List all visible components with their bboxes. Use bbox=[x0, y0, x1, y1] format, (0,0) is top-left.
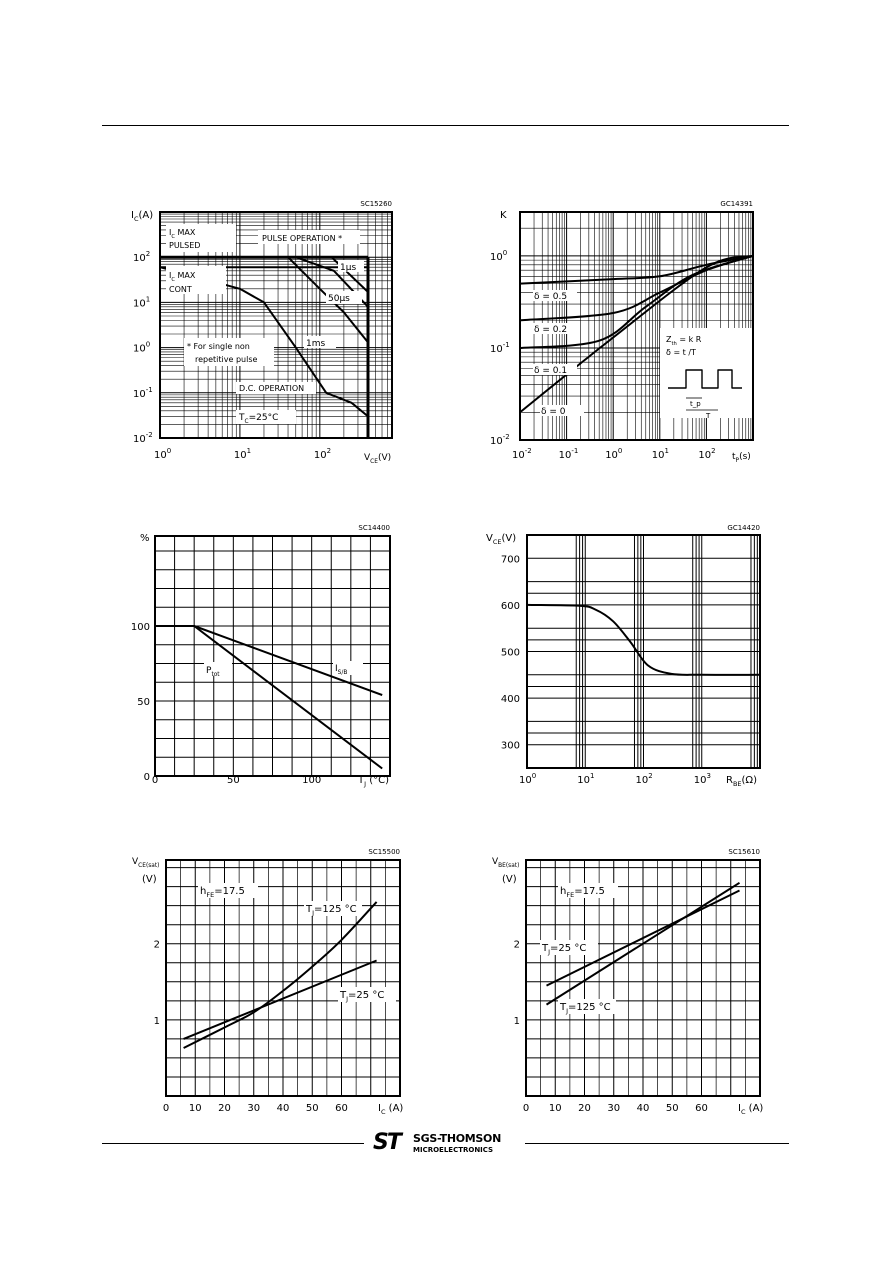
x-tick-label: $10^1$ bbox=[577, 772, 595, 786]
x-tick-label: 30 bbox=[607, 1103, 621, 1114]
y-tick-label: $10^{-2}$ bbox=[490, 433, 510, 447]
chart-code: GC14420 bbox=[727, 524, 760, 532]
x-tick-label: $10^3$ bbox=[693, 772, 711, 786]
x-axis-label: $t_P(s)$ bbox=[732, 452, 751, 464]
x-tick-label: 20 bbox=[578, 1103, 591, 1114]
x-tick-label: 50 bbox=[305, 1103, 319, 1114]
y-tick-label: $10^{-2}$ bbox=[133, 431, 153, 445]
x-tick-label: $10^0$ bbox=[519, 772, 537, 786]
y-axis-label: $I_C(A)$ bbox=[131, 210, 154, 223]
x-tick-label: 50 bbox=[226, 775, 240, 786]
y-tick-label: 500 bbox=[500, 647, 520, 659]
label-ic-max-pulsed-2: PULSED bbox=[169, 241, 201, 250]
label-tp: t_p bbox=[690, 400, 701, 408]
y-tick-label: 2 bbox=[153, 939, 160, 951]
series-line-0 bbox=[155, 626, 382, 769]
label-pulse-operation: PULSE OPERATION * bbox=[262, 234, 343, 243]
y-tick-label: 100 bbox=[130, 622, 150, 633]
chart-code: GC14391 bbox=[720, 200, 753, 208]
y-tick-label: 1 bbox=[153, 1015, 160, 1027]
y-tick-label: $10^1$ bbox=[133, 295, 151, 310]
x-tick-label: $10^0$ bbox=[605, 447, 623, 461]
label-hfe: $h_{FE}=17.5$ bbox=[200, 886, 245, 899]
series-label-delta-3: δ = 0 bbox=[541, 407, 566, 417]
x-tick-label: 30 bbox=[247, 1103, 261, 1114]
y-tick-label: 700 bbox=[500, 554, 520, 566]
y-axis-label: K bbox=[500, 210, 507, 221]
x-axis-label: $V_{CE}(V)$ bbox=[364, 453, 392, 465]
x-tick-label: $10^2$ bbox=[313, 447, 332, 461]
brand-name: SGS-THOMSON bbox=[413, 1132, 502, 1145]
x-tick-label: $10^0$ bbox=[154, 447, 172, 461]
series-line-1ms bbox=[288, 257, 368, 379]
series-line-1 bbox=[155, 626, 382, 695]
y-axis-label: $V_{CE}(V)$ bbox=[486, 533, 517, 546]
x-tick-label: 10 bbox=[548, 1103, 562, 1114]
y-tick-label: 0 bbox=[143, 772, 150, 783]
chart-vce-rbe bbox=[486, 524, 760, 788]
x-tick-label: $10^2$ bbox=[635, 772, 653, 786]
y-tick-label: 2 bbox=[513, 939, 520, 951]
x-tick-label: 40 bbox=[636, 1103, 650, 1114]
x-tick-label: $10^{-1}$ bbox=[558, 447, 579, 461]
y-axis-label: % bbox=[140, 533, 150, 544]
series-label-delta-1: δ = 0.2 bbox=[534, 325, 568, 335]
x-tick-label: 20 bbox=[218, 1103, 231, 1114]
chart-thermal bbox=[490, 200, 753, 464]
series-label-0: $T_J=25$ °C bbox=[542, 943, 587, 956]
x-tick-label: 10 bbox=[188, 1103, 202, 1114]
x-axis-label: $I_C$ (A) bbox=[378, 1103, 404, 1116]
label-single-pulse-2: repetitive pulse bbox=[195, 355, 258, 364]
y-tick-label: $10^0$ bbox=[133, 340, 151, 355]
chart-code: SC15500 bbox=[368, 848, 400, 856]
st-logo-mark: ST bbox=[373, 1130, 400, 1155]
label-tc: $T_C=25^\circ C$ bbox=[239, 413, 279, 425]
label-single-pulse: * For single non bbox=[187, 342, 250, 351]
label-1ms: 1ms bbox=[306, 339, 326, 349]
x-tick-label: 0 bbox=[162, 1103, 170, 1114]
x-tick-label: 50 bbox=[665, 1103, 679, 1114]
label-50us: 50µs bbox=[328, 294, 350, 304]
y-axis-label: $V_{CE(sat)}$ bbox=[132, 857, 160, 869]
label-period: T bbox=[706, 412, 711, 420]
label-ptot: $P_{tot}$ bbox=[206, 666, 220, 678]
label-ic-max-pulsed: $I_C$ MAX bbox=[169, 228, 196, 240]
label-isb: $I_{S/B}$ bbox=[335, 664, 348, 676]
x-axis-label: $T_J$ (°C) bbox=[358, 775, 389, 788]
x-tick-label: 60 bbox=[335, 1103, 348, 1114]
y-axis-label-unit: (V) bbox=[502, 874, 517, 885]
y-axis-label: $V_{BE(sat)}$ bbox=[492, 857, 520, 869]
y-tick-label: 50 bbox=[137, 697, 150, 708]
x-tick-label: $10^{-2}$ bbox=[512, 447, 532, 461]
y-tick-label: 1 bbox=[513, 1015, 520, 1027]
chart-derating bbox=[131, 524, 390, 788]
y-tick-label: 600 bbox=[500, 600, 520, 612]
series-label-1: $T_J=125$ °C bbox=[560, 1002, 611, 1015]
y-tick-label: $10^2$ bbox=[133, 250, 151, 265]
label-ic-max-cont: $I_C$ MAX bbox=[169, 271, 196, 283]
x-axis-label: $R_{BE}(\Omega)$ bbox=[726, 775, 757, 788]
y-axis-label-unit: (V) bbox=[142, 874, 157, 885]
y-tick-label: $10^0$ bbox=[490, 248, 508, 263]
series-label-delta-2: δ = 0.1 bbox=[534, 366, 568, 376]
label-1us: 1µs bbox=[340, 263, 357, 273]
label-dc-operation: D.C. OPERATION bbox=[239, 384, 305, 393]
brand-subtitle: MICROELECTRONICS bbox=[413, 1146, 494, 1154]
x-tick-label: 0 bbox=[151, 775, 159, 786]
y-tick-label: 400 bbox=[500, 694, 520, 706]
chart-vbe-sat bbox=[492, 848, 763, 1116]
series-label-1: $T_J=25$ °C bbox=[340, 990, 385, 1003]
x-tick-label: $10^1$ bbox=[233, 447, 252, 461]
x-tick-label: 40 bbox=[276, 1103, 290, 1114]
x-axis-label: $I_C$ (A) bbox=[738, 1103, 764, 1116]
x-tick-label: 60 bbox=[695, 1103, 708, 1114]
y-tick-label: $10^{-1}$ bbox=[490, 340, 510, 355]
label-delta-def: δ = t /T bbox=[666, 348, 696, 357]
chart-code: SC15260 bbox=[360, 200, 392, 208]
y-tick-label: 300 bbox=[500, 740, 520, 752]
x-tick-label: 0 bbox=[522, 1103, 530, 1114]
label-ic-max-cont-2: CONT bbox=[169, 285, 192, 294]
chart-vce-sat bbox=[132, 848, 403, 1116]
x-tick-label: 100 bbox=[302, 775, 322, 786]
chart-code: SC15610 bbox=[728, 848, 760, 856]
chart-soa bbox=[131, 200, 392, 465]
label-hfe: $h_{FE}=17.5$ bbox=[560, 886, 605, 899]
x-tick-label: $10^2$ bbox=[698, 447, 716, 461]
series-label-0: $T_J=125$ °C bbox=[306, 904, 357, 917]
x-tick-label: $10^1$ bbox=[651, 447, 670, 461]
chart-code: SC14400 bbox=[358, 524, 390, 532]
series-label-delta-0: δ = 0.5 bbox=[534, 292, 568, 302]
label-zth: $Z_{th} = k$ R bbox=[666, 335, 702, 347]
y-tick-label: $10^{-1}$ bbox=[133, 385, 153, 400]
